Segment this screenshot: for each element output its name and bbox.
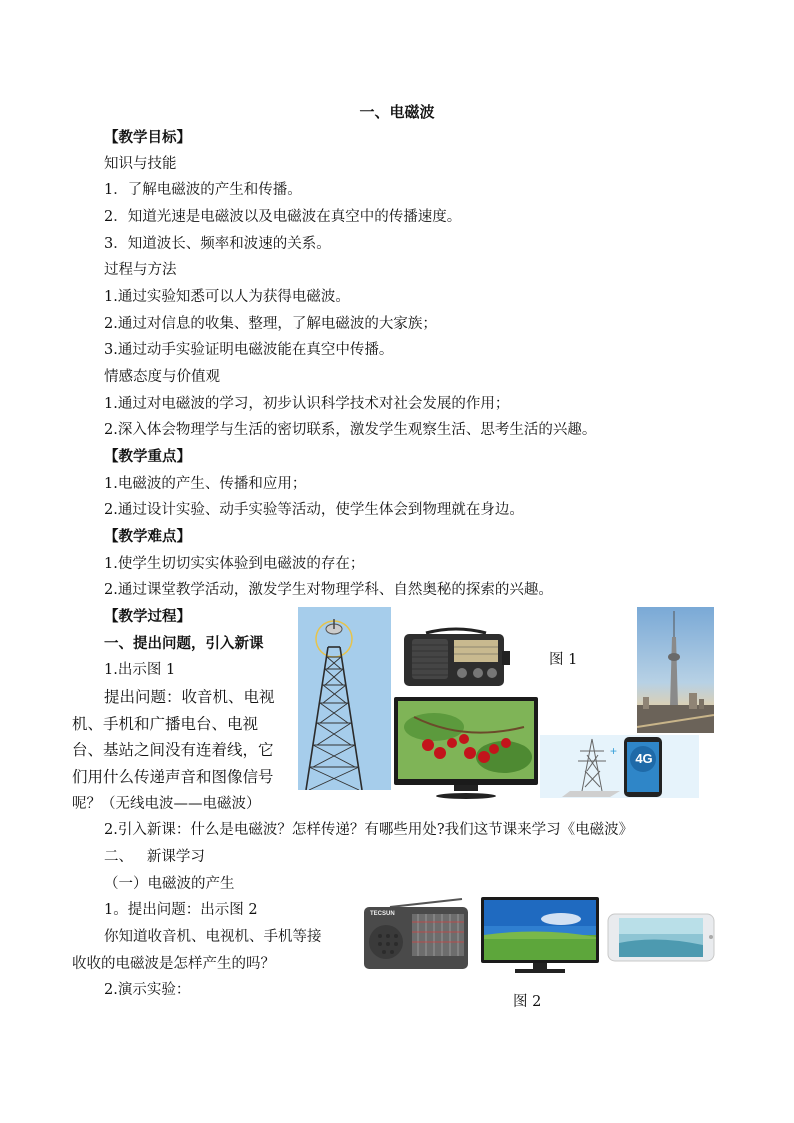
figure-2-caption: 图 2: [513, 994, 542, 1010]
paragraph-line: 台、基站之间没有连着线，它: [72, 741, 274, 759]
list-item: 2．知道光速是电磁波以及电磁波在真空中的传播速度。: [104, 209, 462, 225]
heading-process: 【教学过程】: [104, 608, 191, 625]
smartphone-image: [607, 913, 715, 962]
transmission-tower-image: [298, 607, 391, 790]
paragraph-line: 呢？（无线电波——电磁波）: [72, 796, 261, 812]
list-item: 1．了解电磁波的产生和传播。: [104, 182, 302, 198]
heading-objectives: 【教学目标】: [104, 129, 191, 146]
paragraph-line: 提出问题：收音机、电视: [104, 688, 275, 706]
section-heading-1: 一、提出问题，引入新课: [104, 635, 264, 652]
paragraph-line: 你知道收音机、电视机、手机等接: [104, 929, 322, 945]
section-heading-2: 二、 新课学习: [104, 849, 205, 865]
paragraph-line: 2.引入新课：什么是电磁波？怎样传递？有哪些用处?我们这节课来学习《电磁波》: [104, 822, 634, 838]
list-item: 1.通过对电磁波的学习，初步认识科学技术对社会发展的作用；: [104, 396, 510, 412]
cn-tower-image: [637, 607, 714, 733]
subheading-knowledge: 知识与技能: [104, 156, 177, 172]
list-item: 2.通过对信息的收集、整理，了解电磁波的大家族；: [104, 316, 437, 332]
radio-image: [398, 625, 514, 687]
subheading-process: 过程与方法: [104, 262, 177, 278]
list-item: 3．知道波长、频率和波速的关系。: [104, 236, 331, 252]
radio-brand-label: TECSUN: [370, 911, 395, 917]
figure-1-caption: 图 1: [549, 652, 578, 668]
list-item: 1.电磁波的产生、传播和应用；: [104, 476, 307, 492]
list-item: 2.演示实验：: [104, 982, 191, 998]
list-item: 1。提出问题：出示图 2: [104, 902, 258, 918]
list-item: 2.通过课堂教学活动，激发学生对物理学科、自然奥秘的探索的兴趣。: [104, 582, 553, 598]
list-item: 1.使学生切切实实体验到电磁波的存在；: [104, 556, 365, 572]
svg-text:+: +: [610, 744, 618, 758]
list-item: 3.通过动手实验证明电磁波能在真空中传播。: [104, 342, 394, 358]
tv-image: [394, 697, 538, 801]
heading-key-points: 【教学重点】: [104, 448, 191, 465]
subheading-attitude: 情感态度与价值观: [104, 369, 220, 385]
paragraph-line: 机、手机和广播电台、电视: [72, 715, 259, 733]
list-item: 2.通过设计实验、动手实验等活动，使学生体会到物理就在身边。: [104, 502, 524, 518]
paragraph-line: 们用什么传递声音和图像信号: [72, 768, 274, 786]
list-item: 1.出示图 1: [104, 662, 176, 678]
tv-landscape-image: [481, 897, 599, 975]
4g-badge: 4G: [635, 751, 653, 766]
list-item: 2.深入体会物理学与生活的密切联系，激发学生观察生活、思考生活的兴趣。: [104, 422, 597, 438]
subsection-heading: （一）电磁波的产生: [104, 876, 235, 892]
page-title: 一、电磁波: [359, 103, 435, 121]
heading-difficulties: 【教学难点】: [104, 528, 191, 545]
list-item: 1.通过实验知悉可以人为获得电磁波。: [104, 289, 350, 305]
paragraph-line: 收收的电磁波是怎样产生的吗？: [72, 956, 275, 972]
portable-radio-image: [362, 898, 472, 970]
4g-network-image: [540, 735, 699, 798]
